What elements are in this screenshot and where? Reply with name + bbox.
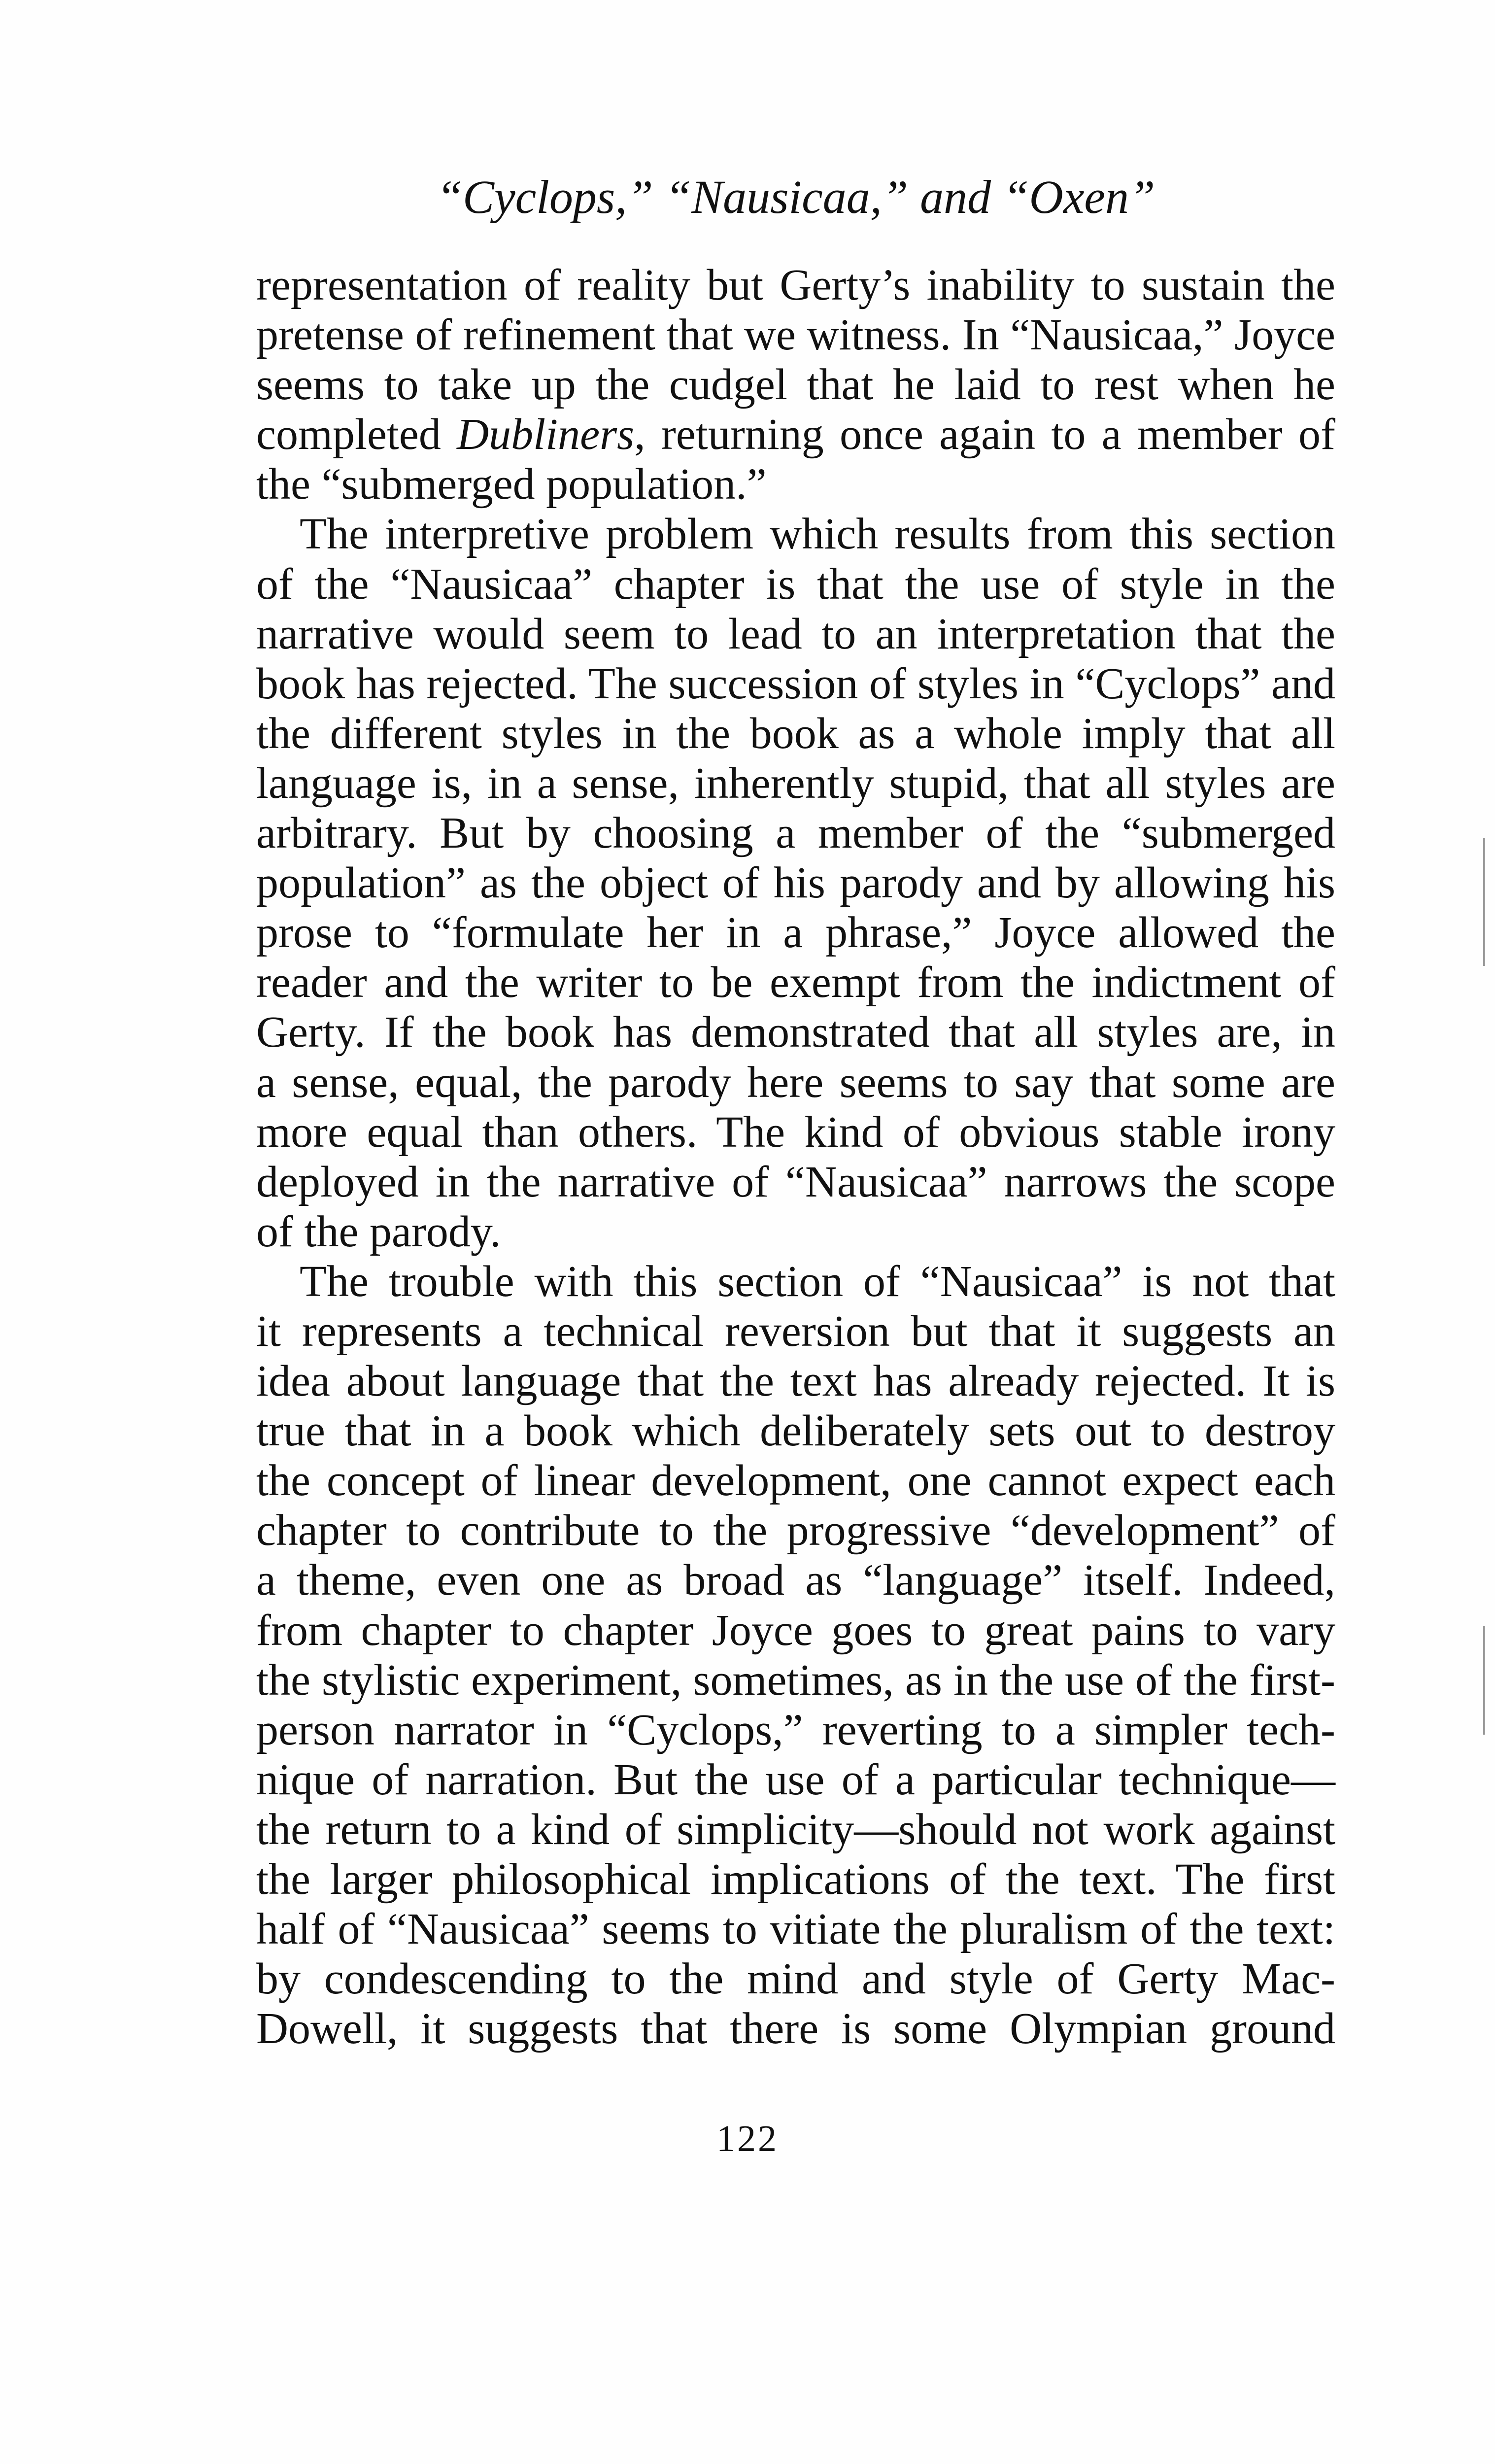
text-line: a theme, even one as broad as “language” itself. Indeed, <box>256 1556 1335 1605</box>
running-head-oxen: “Oxen” <box>1003 171 1155 223</box>
book-title-dubliners: Dubliners <box>457 410 635 459</box>
text-line: The trouble with this section of “Nausicaa” is not that <box>300 1257 1335 1306</box>
running-head-cyclops: “Cyclops,” <box>436 171 653 223</box>
text-line: from chapter to chapter Joyce goes to great pains to vary <box>256 1606 1335 1655</box>
text-line: language is, in a sense, inherently stupid, that all styles are <box>256 758 1335 808</box>
scan-edge-mark <box>1483 838 1485 966</box>
text-line: the return to a kind of simplicity—should not work against <box>256 1805 1335 1854</box>
text-line: the concept of linear development, one cannot expect each <box>256 1456 1335 1506</box>
text-line: true that in a book which deliberately sets out to destroy <box>256 1406 1335 1456</box>
text-segment: completed <box>256 410 457 459</box>
text-line: the different styles in the book as a whole imply that all <box>256 709 1335 758</box>
text-line: of the “Nausicaa” chapter is that the use of style in the <box>256 559 1335 609</box>
text-line: Gerty. If the book has demonstrated that all styles are, in <box>256 1008 1335 1057</box>
text-line: half of “Nausicaa” seems to vitiate the pluralism of the text: <box>256 1905 1335 1954</box>
text-line: chapter to contribute to the progressive “development” of <box>256 1506 1335 1555</box>
text-line <box>256 410 1335 459</box>
text-line: the larger philosophical implications of the text. The first <box>256 1855 1335 1904</box>
text-line: a sense, equal, the parody here seems to say that some are <box>256 1058 1335 1107</box>
text-line: population” as the object of his parody and by allowing his <box>256 858 1335 908</box>
text-line: the stylistic experiment, sometimes, as in the use of the first- <box>256 1655 1335 1705</box>
text-line: arbitrary. But by choosing a member of the “submerged <box>256 809 1335 858</box>
text-line: by condescending to the mind and style of Gerty Mac- <box>256 1954 1335 2004</box>
text-line: person narrator in “Cyclops,” reverting to a simpler tech- <box>256 1705 1335 1754</box>
text-line: of the parody. <box>256 1207 501 1256</box>
scan-edge-mark <box>1483 1626 1485 1735</box>
text-line: more equal than others. The kind of obvious stable irony <box>256 1107 1335 1157</box>
text-line: prose to “formulate her in a phrase,” Joyce allowed the <box>256 908 1335 958</box>
text-line: The interpretive problem which results from this section <box>300 510 1335 559</box>
text-line: deployed in the narrative of “Nausicaa” narrows the scope <box>256 1157 1335 1206</box>
running-head-and: and <box>920 171 991 223</box>
text-line: pretense of refinement that we witness. In “Nausicaa,” Joyce <box>256 310 1335 360</box>
page-number: 122 <box>716 2118 779 2159</box>
text-line: it represents a technical reversion but that it suggests an <box>256 1306 1335 1356</box>
running-head-nausicaa: “Nausicaa,” <box>665 171 909 223</box>
text-line: idea about language that the text has already rejected. It is <box>256 1357 1335 1406</box>
text-line: representation of reality but Gerty’s inability to sustain the <box>256 261 1335 309</box>
text-line: book has rejected. The succession of styles in “Cyclops” and <box>256 659 1335 708</box>
text-line: narrative would seem to lead to an interpretation that the <box>256 609 1335 658</box>
text-line: the “submerged population.” <box>256 460 767 509</box>
text-line: seems to take up the cudgel that he laid to rest when he <box>256 360 1335 410</box>
text-segment: , returning once again to a member of <box>634 410 1335 459</box>
body-text <box>256 260 1335 2053</box>
text-line: reader and the writer to be exempt from the indictment of <box>256 958 1335 1007</box>
running-head <box>256 168 1335 227</box>
text-line: nique of narration. But the use of a particular technique— <box>256 1755 1335 1804</box>
text-line: Dowell, it suggests that there is some Olympian ground <box>256 2004 1335 2053</box>
